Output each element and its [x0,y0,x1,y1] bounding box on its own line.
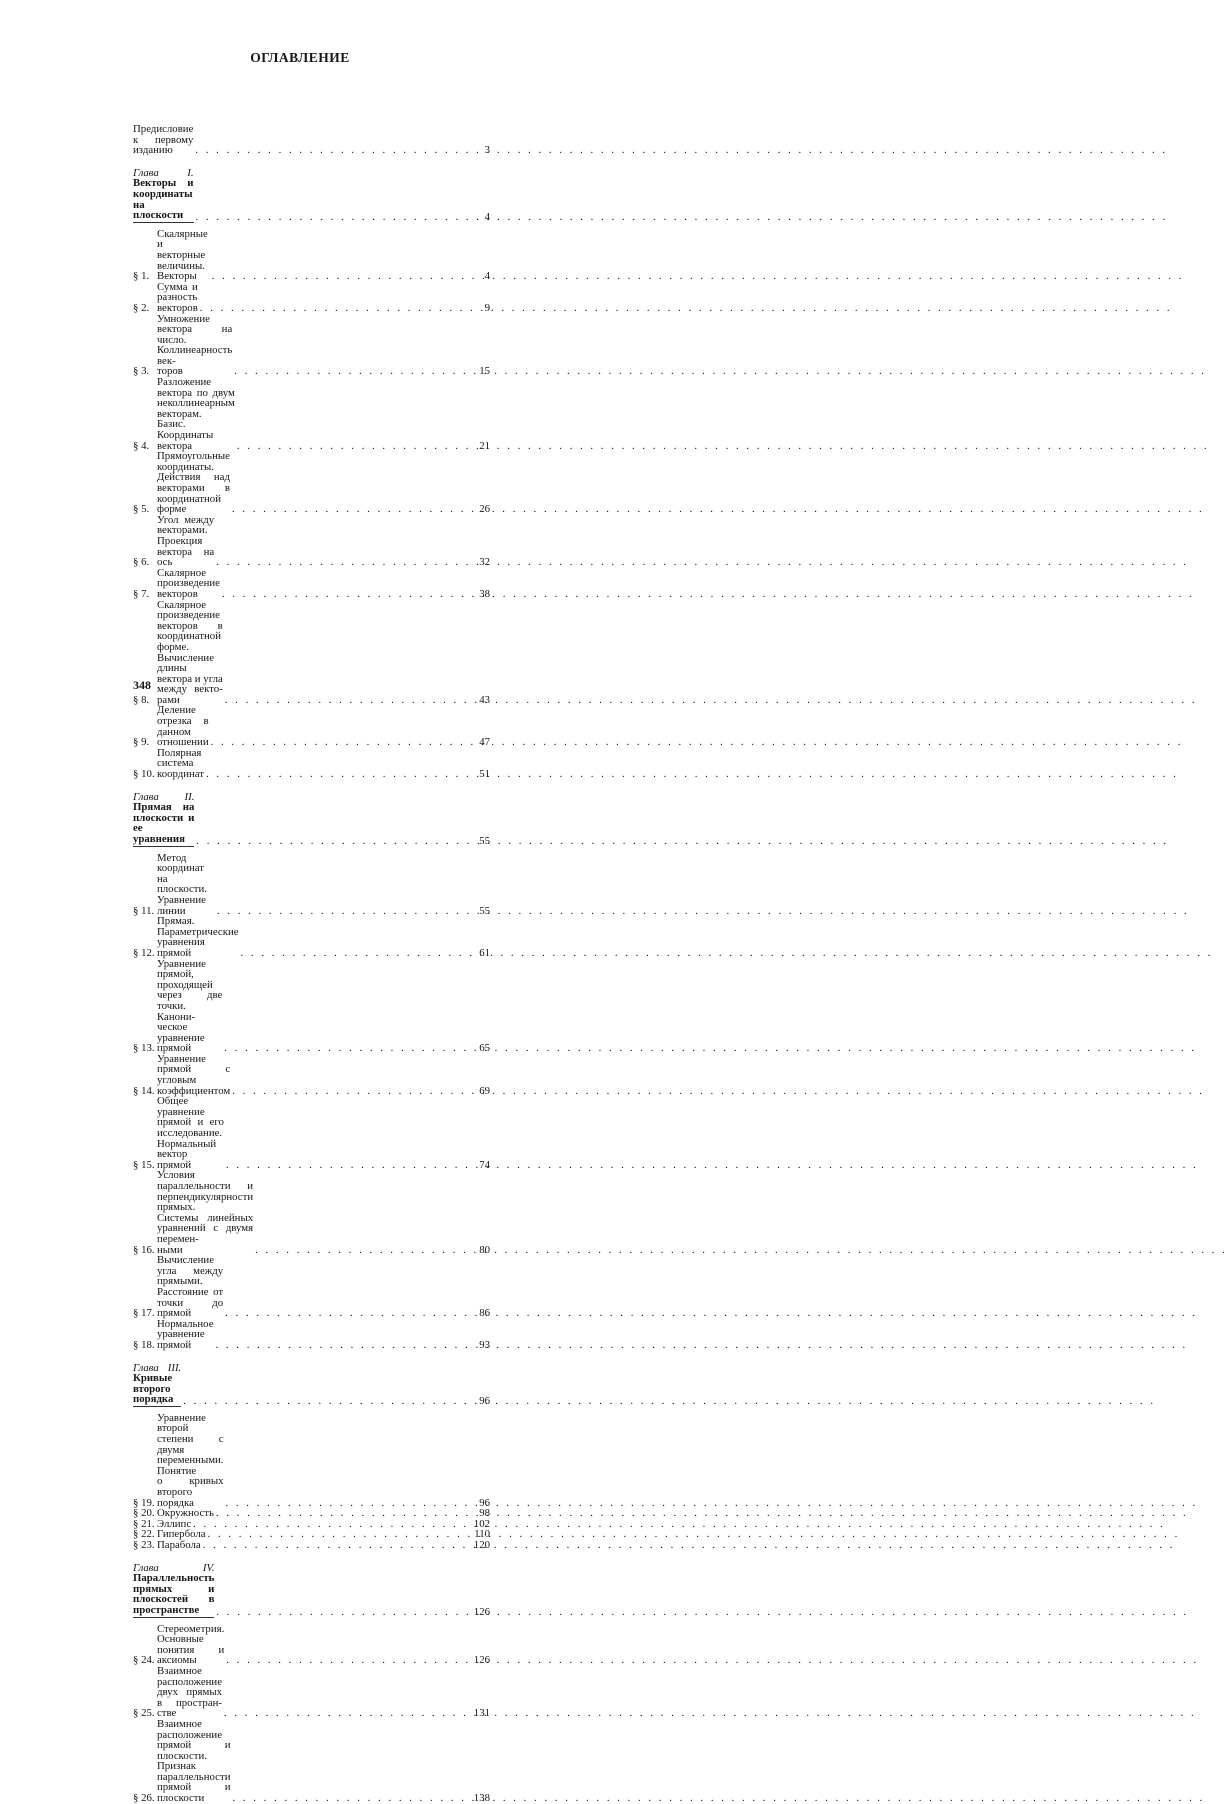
section-number: § 25. [133,1707,155,1720]
leader-dots [225,695,464,706]
entry-body [133,1563,466,1618]
entry-body [157,853,466,917]
entry-body [133,1363,466,1407]
section-number: § 21. [133,1517,155,1530]
section-title [157,377,235,451]
section-title-line: Системы линейных уравнений с двумя перемен- [157,1211,254,1245]
section-title [157,1666,222,1719]
entry-body [157,314,466,378]
leader-dots [225,1308,464,1319]
toc-section-entry [133,1319,490,1351]
section-title [157,853,215,917]
leader-dots [216,1607,464,1618]
entry-body [157,1540,466,1551]
entry-page-number: 126 [473,1605,490,1618]
section-title [157,568,220,600]
toc-section-entry [133,600,490,706]
entry-page-number: 43 [479,693,490,706]
leader-dots [196,212,464,223]
section-title-line: Полярная система координат [157,746,205,781]
section-title-line: Вычисление угла между прямыми. Расстояние от точки до [157,1254,224,1309]
entry-page-number: 15 [479,365,490,378]
section-number: § 15. [133,1158,155,1171]
entry-page-number: 93 [479,1338,490,1351]
toc-chapter-entry [133,792,490,847]
leader-dots [206,769,464,780]
entry-body [157,705,466,747]
section-title-line: стве [157,1707,177,1720]
entry-body [157,1170,466,1255]
entry-body [157,1624,466,1666]
entry-page-number: 3 [484,144,490,157]
section-title [157,600,223,706]
leader-dots [232,504,464,515]
entry-page-number: 126 [473,1654,490,1667]
section-number: § 13. [133,1042,155,1055]
entry-page-number: 102 [473,1517,490,1530]
section-title-line: Деление отрезка в данном отношении [157,704,209,749]
chapter-title: Векторы и координаты на плоскости [133,177,194,222]
toc-section-entry [133,314,490,378]
leader-dots [232,1793,464,1804]
section-title [157,314,232,378]
entry-page-number: 32 [479,556,490,569]
section-title-line: Вычисление длины вектора и угла между векто- [157,651,223,696]
leader-dots [241,948,464,959]
toc-chapter-entry [133,168,490,223]
entry-body [157,1054,466,1096]
chapter-heading [133,168,194,223]
leader-dots [232,1086,464,1097]
entry-body [133,124,466,156]
section-title-line: Базис. Координаты вектора [157,418,214,452]
entry-page-number: 55 [479,835,490,847]
section-title-line: Общее уравнение прямой и его исследование. Нормальный [157,1095,224,1150]
section-title-line: Метод координат на плоскости. Уравнение линии [157,851,207,917]
entry-body [157,451,466,515]
section-number: § 20. [133,1507,155,1520]
section-title [157,705,209,747]
section-number: § 1. [133,270,150,283]
toc-section-entry [133,1666,490,1719]
section-title-line: Прямая. Параметрические уравнения прямой [157,915,239,959]
section-title [157,1413,224,1508]
toc-section-entry [133,1540,490,1551]
leader-dots [224,1708,464,1719]
section-title-line: ными [157,1243,183,1256]
toc-section-entry [133,705,490,747]
section-title-line: параллельности прямой и плоскости [157,1770,231,1804]
section-title-line: Гипербола [157,1528,206,1541]
entry-body [157,568,466,600]
section-number: § 24. [133,1654,155,1667]
section-number: § 17. [133,1307,155,1320]
toc-chapter-entry [133,1363,490,1407]
section-title-line: Условия параллельности и перпендикулярности прямых. [157,1169,254,1214]
chapter-label: Глава III. [133,1361,182,1374]
leader-dots [217,906,464,917]
toc-preface-entry [133,124,490,156]
toc-section-entry [133,1413,490,1508]
section-title-line: Уравнение прямой, проходящей через две точки. Канони- [157,957,223,1023]
entry-body [157,1096,466,1170]
entry-page-number: 26 [479,503,490,516]
leader-dots [203,1540,464,1551]
section-title-line: Угол между векторами. Проекция вектора на ось [157,513,215,569]
chapter-title: Прямая на плоскости и ее уравнения [133,801,195,845]
section-title-line: Скалярное произведение векторов [157,566,220,600]
leader-dots [234,366,464,377]
leader-dots [200,303,464,314]
section-title-line: Взаимное расположение прямой и плоскости. Признак [157,1717,231,1773]
section-title-line: Уравнение второй степени с двумя переменными. Понятие [157,1411,224,1477]
section-title-line: координатной форме [157,492,221,516]
section-title-line: Парабола [157,1539,201,1551]
toc-section-entry [133,377,490,451]
section-title-line: Скалярные и векторные величины. Векторы [157,227,208,283]
section-title-line: Скалярное произведение векторов в координатной форме. [157,598,223,653]
chapter-label: Глава II. [133,790,195,803]
section-title [157,959,222,1054]
section-title-line: Прямоугольные координаты. Действия над векторами в [157,450,230,494]
entry-page-number: 51 [479,768,490,781]
leader-dots [224,1043,464,1054]
entry-body [157,1255,466,1319]
toc-section-entry [133,1054,490,1096]
section-title [157,916,239,958]
section-title-line: Разложение вектора по двум неколлинеарным векторам. [157,376,235,420]
entry-body [157,1666,466,1719]
leader-dots [222,589,464,600]
section-title [157,1170,253,1255]
leader-dots [211,737,464,748]
section-title [157,282,198,314]
section-number: § 10. [133,768,155,781]
table-of-contents [133,124,490,1804]
toc-section-entry [133,229,490,282]
entry-page-number: 69 [479,1084,490,1097]
section-title [157,1054,230,1096]
entry-page-number: 9 [484,301,490,314]
entry-page-number: 74 [479,1158,490,1171]
chapter-heading [133,792,194,847]
leader-dots [216,1340,465,1351]
section-title [157,748,204,780]
preface-title: Предисловие к первому изданию [133,123,194,157]
toc-section-entry [133,916,490,958]
section-number: § 16. [133,1243,155,1256]
leader-dots [212,271,464,282]
toc-section-entry [133,515,490,568]
entry-page-number: 96 [479,1395,490,1408]
section-number: § 11. [133,904,155,917]
entry-page-number: 86 [479,1307,490,1320]
entry-body [157,1319,466,1351]
section-title [157,1624,224,1666]
toc-chapter-entry [133,1563,490,1618]
book-page [0,0,600,1804]
entry-body [133,168,466,223]
chapter-title: Параллельность прямых и плоскостей в пространстве [133,1572,215,1616]
leader-dots [196,836,464,847]
toc-section-entry [133,282,490,314]
section-number: § 5. [133,503,150,516]
toc-section-entry [133,959,490,1054]
entry-body [157,515,466,568]
section-title-line: вектор прямой [157,1148,192,1171]
entry-page-number: 65 [479,1042,490,1055]
section-number: § 23. [133,1539,155,1551]
section-title-line: Уравнение прямой с угловым коэффициентом [157,1052,231,1097]
entry-page-number: 47 [479,736,490,749]
entry-body [157,1413,466,1508]
section-number: § 19. [133,1496,155,1509]
entry-body [157,959,466,1054]
toc-section-entry [133,1624,490,1666]
section-title-line: ческое уравнение прямой [157,1021,205,1055]
chapter-label: Глава I. [133,166,194,179]
toc-section-entry [133,853,490,917]
entry-page-number: 61 [479,946,490,959]
leader-dots [183,1396,464,1407]
entry-body [157,916,466,958]
toc-section-entry [133,748,490,780]
entry-page-number: 98 [479,1507,490,1520]
section-title [157,1255,223,1319]
toc-section-entry [133,1096,490,1170]
section-number: § 9. [133,736,150,749]
leader-dots [226,1160,464,1171]
entry-body [157,748,466,780]
entry-page-number: 21 [479,439,490,452]
entry-page-number: 131 [473,1707,490,1720]
entry-page-number: 96 [479,1496,490,1509]
section-title-line: Умножение вектора на число. Коллинеарность век- [157,312,233,367]
page-number: 348 [133,678,151,692]
section-title-line: рами [157,693,180,706]
section-number: § 7. [133,587,150,600]
toc-heading: ОГЛАВЛЕНИЕ [250,50,350,65]
leader-dots [195,145,464,156]
section-title [157,1540,201,1551]
section-title [157,515,214,568]
entry-page-number: 80 [479,1243,490,1256]
entry-page-number: 55 [479,904,490,917]
section-title-line: Эллипс [157,1517,192,1530]
section-title [157,1319,214,1351]
section-title-line: Окружность [157,1507,214,1520]
entry-body [157,600,466,706]
section-title-line: о кривых второго порядка [157,1475,224,1509]
section-number: § 12. [133,946,155,959]
section-title [157,451,230,515]
chapter-heading [133,1563,214,1618]
section-number: § 8. [133,693,150,706]
leader-dots [216,557,464,568]
chapter-title: Кривые второго порядка [133,1372,174,1406]
section-title-line: Стереометрия. Основные понятия и аксиомы [157,1622,225,1667]
section-number: § 6. [133,556,150,569]
section-title-line: торов [157,365,183,378]
entry-body [157,229,466,282]
toc-section-entry [133,451,490,515]
toc-section-entry [133,1255,490,1319]
section-number: § 14. [133,1084,155,1097]
toc-section-entry [133,1719,490,1804]
section-title-line: Взаимное расположение двух прямых в простран- [157,1664,222,1709]
entry-page-number: 38 [479,587,490,600]
chapter-label: Глава IV. [133,1561,215,1574]
leader-dots [226,1655,464,1666]
entry-page-number: 120 [473,1539,490,1551]
entry-body [157,282,466,314]
section-number: § 22. [133,1528,155,1541]
section-number: § 2. [133,301,150,314]
entry-page-number: 138 [473,1792,490,1804]
leader-dots [237,441,464,452]
leader-dots [255,1245,464,1256]
entry-page-number: 4 [484,211,490,224]
entry-page-number: 4 [484,270,490,283]
section-number: § 4. [133,439,150,452]
entry-body [157,1719,466,1804]
toc-section-entry [133,568,490,600]
entry-body [157,377,466,451]
section-title [157,229,210,282]
section-title [157,1096,224,1170]
chapter-heading [133,1363,181,1407]
section-number: § 26. [133,1792,155,1804]
section-number: § 3. [133,365,150,378]
entry-body [133,792,466,847]
section-number: § 18. [133,1338,155,1351]
section-title-line: Нормальное уравнение прямой [157,1317,214,1351]
section-title-line: Сумма и разность векторов [157,280,198,314]
entry-page-number: 110 [474,1528,490,1541]
section-title-line: прямой [157,1307,192,1320]
section-title [157,1719,230,1804]
toc-section-entry [133,1170,490,1255]
